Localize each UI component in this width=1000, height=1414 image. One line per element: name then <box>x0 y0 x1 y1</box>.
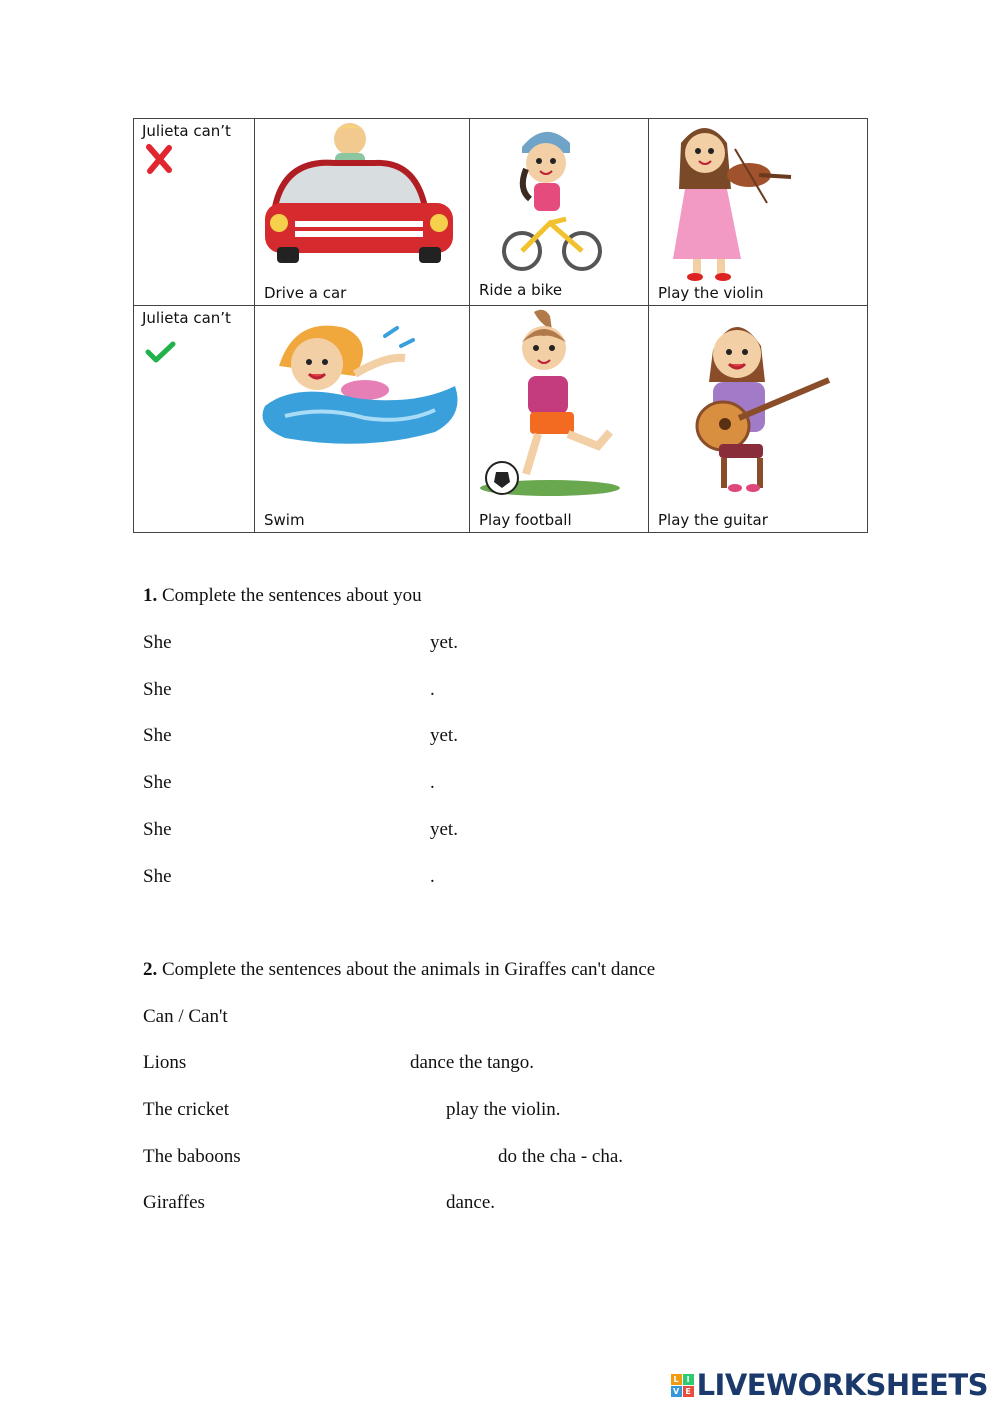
row-label-cell <box>134 306 255 533</box>
row-label: Julieta can’t <box>142 309 231 327</box>
exercise-title: Complete the sentences about you <box>162 585 422 606</box>
sentence-end: yet. <box>430 632 458 653</box>
table-row <box>134 306 868 533</box>
sentence-end: . <box>430 679 435 700</box>
car-boy-illustration <box>255 119 469 305</box>
row-label-cell <box>134 119 255 306</box>
sentence-start: She <box>143 725 172 746</box>
table-cell <box>649 306 868 533</box>
sentence-start: Giraffes <box>143 1192 205 1213</box>
activity-caption: Play football <box>479 511 572 529</box>
exercise-2-heading <box>143 959 655 981</box>
word-bank-hint: Can / Can't <box>143 1006 228 1027</box>
sentence-end: dance the tango. <box>410 1052 534 1073</box>
sentence-end: . <box>430 772 435 793</box>
activity-caption: Ride a bike <box>479 281 563 299</box>
sentence-end: play the violin. <box>446 1099 561 1120</box>
logo-letter: I <box>683 1374 694 1385</box>
liveworksheets-logo-icon <box>671 1374 694 1397</box>
table-cell <box>649 119 868 306</box>
logo-letter: E <box>683 1386 694 1397</box>
sentence-end: yet. <box>430 725 458 746</box>
table-cell <box>470 306 649 533</box>
logo-text: LIVEWORKSHEETS <box>696 1368 988 1402</box>
logo-letter: L <box>671 1374 682 1385</box>
sentence-start: The baboons <box>143 1146 241 1167</box>
table-cell <box>470 119 649 306</box>
row-label: Julieta can’t <box>142 122 231 140</box>
football-girl-illustration <box>470 306 648 532</box>
guitar-girl-illustration <box>649 306 867 532</box>
violin-girl-illustration <box>649 119 867 305</box>
logo-letter: V <box>671 1386 682 1397</box>
activity-caption: Drive a car <box>264 284 347 302</box>
sentence-start: She <box>143 679 172 700</box>
exercise-number: 2. <box>143 959 158 980</box>
exercise-1-heading <box>143 585 422 607</box>
sentence-end: dance. <box>446 1192 496 1213</box>
table-cell <box>255 119 470 306</box>
sentence-end: yet. <box>430 819 458 840</box>
exercise-number: 1. <box>143 585 158 606</box>
bike-girl-illustration <box>470 119 648 305</box>
sentence-start: She <box>143 866 172 887</box>
swimming-girl-illustration <box>255 306 469 532</box>
sentence-start: She <box>143 772 172 793</box>
activity-caption: Swim <box>264 511 305 529</box>
activity-caption: Play the violin <box>658 284 764 302</box>
activity-table <box>133 118 868 533</box>
sentence-end: . <box>430 866 435 887</box>
sentence-start: She <box>143 819 172 840</box>
sentence-start: The cricket <box>143 1099 229 1120</box>
check-icon <box>144 340 176 368</box>
sentence-start: Lions <box>143 1052 187 1073</box>
sentence-end: do the cha - cha. <box>498 1146 624 1167</box>
exercise-title: Complete the sentences about the animals in Giraffes can't dance <box>162 959 656 980</box>
table-cell <box>255 306 470 533</box>
liveworksheets-logo[interactable] <box>671 1368 988 1402</box>
table-row <box>134 119 868 306</box>
sentence-start: She <box>143 632 172 653</box>
cross-icon <box>144 143 174 179</box>
activity-caption: Play the guitar <box>658 511 768 529</box>
